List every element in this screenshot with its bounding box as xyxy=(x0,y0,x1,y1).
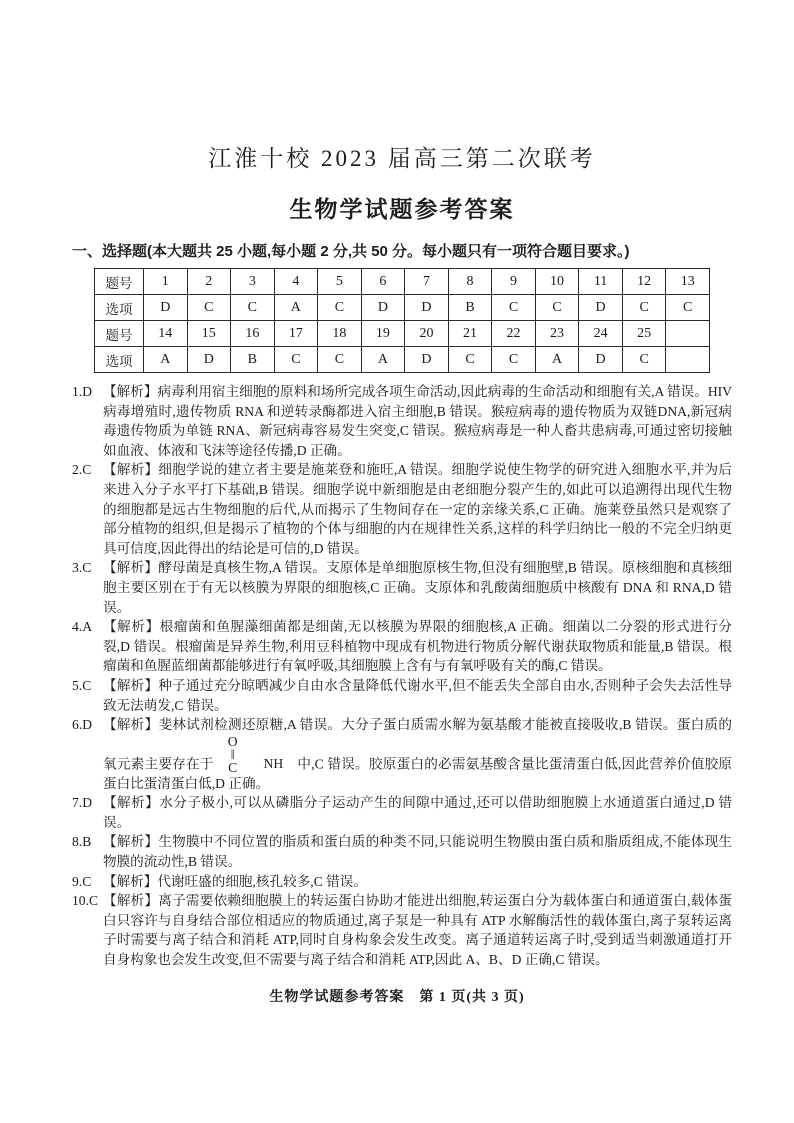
explanation-item xyxy=(72,832,732,871)
answer-cell: A xyxy=(535,347,579,373)
answer-cell: D xyxy=(579,295,623,321)
answer-cell: C xyxy=(318,295,362,321)
row-label-cell: 题号 xyxy=(95,269,144,295)
answer-cell: C xyxy=(535,295,579,321)
question-number-answer: 4.A xyxy=(72,619,93,635)
answer-cell: 21 xyxy=(448,321,492,347)
answer-sheet-subtitle: 生物学试题参考答案 xyxy=(289,196,515,222)
answer-cell: 15 xyxy=(187,321,231,347)
explanation-text: 【解析】酵母菌是真核生物,A 错误。支原体是单细胞原核生物,但没有细胞壁,B 错误。原核细胞和真核细胞主要区别在于有无以核膜为界限的细胞核,C 正确。支原体和乳酸菌细胞质中核酸有 DNA 和 RNA,D 错误。 xyxy=(103,560,732,615)
peptide-bond-formula xyxy=(228,735,283,774)
answer-cell: 8 xyxy=(448,269,492,295)
answer-table-body xyxy=(95,269,710,373)
question-number-answer: 8.B xyxy=(72,834,92,850)
explanation-item xyxy=(72,460,732,558)
explanation-text: 【解析】生物膜中不同位置的脂质和蛋白质的种类不同,只能说明生物膜由蛋白质和脂质组成,不能体现生物膜的流动性,B 错误。 xyxy=(103,834,732,870)
answer-table xyxy=(94,268,710,373)
answer-cell: 14 xyxy=(144,321,188,347)
answer-cell xyxy=(666,347,710,373)
page-content xyxy=(72,140,732,970)
answer-cell: 18 xyxy=(318,321,362,347)
answer-cell: 10 xyxy=(535,269,579,295)
explanation-text: 【解析】种子通过充分晾晒减少自由水含量降低代谢水平,但不能丢失全部自由水,否则种子会失去活性导致无法萌发,C 错误。 xyxy=(103,677,732,713)
answer-cell: 2 xyxy=(187,269,231,295)
explanation-text: 【解析】斐林试剂检测还原糖,A 错误。大分子蛋白质需水解为氨基酸才能被直接吸收,B 错误。蛋白质的氧元素主要存在于 O ‖ C NH 中,C 错误。胶原蛋白的必需氨基酸含量比蛋清蛋白低,因此营养价值胶原蛋白比蛋清蛋白低,D 正确。 xyxy=(103,717,733,791)
explanation-item xyxy=(72,676,732,715)
question-number-answer: 6.D xyxy=(72,717,93,733)
answer-cell: A xyxy=(361,347,405,373)
answer-cell: 7 xyxy=(405,269,449,295)
multiple-choice-section-heading: 一、选择题(本大题共 25 小题,每小题 2 分,共 50 分。每小题只有一项符合题目要求。) xyxy=(72,243,630,260)
explanation-text: 【解析】代谢旺盛的细胞,核孔较多,C 错误。 xyxy=(103,873,367,889)
question-number-answer: 3.C xyxy=(72,560,92,576)
question-number-answer: 7.D xyxy=(72,795,93,811)
explanation-text: 【解析】病毒利用宿主细胞的原料和场所完成各项生命活动,因此病毒的生命活动和细胞有关,A 错误。HIV 病毒增殖时,遗传物质 RNA 和逆转录酶都进入宿主细胞,B 错误。猴痘病毒的遗传物质为双链DNA,新冠病毒遗传物质为单链 RNA、新冠病毒容易发生突变,C 错误。猴痘病毒是一种人畜共患病毒,可通过密切接触如血液、体液和飞沫等途径传播,D 正确。 xyxy=(103,384,732,458)
answer-cell: 22 xyxy=(492,321,536,347)
answer-cell: 25 xyxy=(622,321,666,347)
answer-cell: 24 xyxy=(579,321,623,347)
answer-table-row xyxy=(95,295,710,321)
row-label-cell: 题号 xyxy=(95,321,144,347)
carbonyl-group: O ‖ C xyxy=(227,733,238,775)
answer-cell: 20 xyxy=(405,321,449,347)
explanation-item xyxy=(72,891,732,969)
question-number-answer: 9.C xyxy=(72,873,92,889)
explanation-item xyxy=(72,793,732,832)
answer-cell: C xyxy=(666,295,710,321)
answer-cell: A xyxy=(274,295,318,321)
answer-cell: D xyxy=(361,295,405,321)
row-label-cell: 选项 xyxy=(95,295,144,321)
answer-cell: D xyxy=(144,295,188,321)
question-number-answer: 5.C xyxy=(72,677,92,693)
answer-cell: B xyxy=(231,347,275,373)
answer-cell: 9 xyxy=(492,269,536,295)
answer-cell: 5 xyxy=(318,269,362,295)
answer-cell: A xyxy=(144,347,188,373)
answer-cell: C xyxy=(622,347,666,373)
answer-cell xyxy=(666,321,710,347)
explanation-text: 【解析】根瘤菌和鱼腥藻细菌都是细菌,无以核膜为界限的细胞核,A 正确。细菌以二分裂的形式进行分裂,D 错误。根瘤菌是异养生物,利用豆科植物中现成有机物进行物质分解代谢获取物质和能量,B 错误。根瘤菌和鱼腥蓝细菌都能够进行有氧呼吸,其细胞膜上含有与有氧呼吸有关的酶,C 错误。 xyxy=(103,619,732,674)
answer-cell: 4 xyxy=(274,269,318,295)
answer-cell: 23 xyxy=(535,321,579,347)
answer-cell: C xyxy=(318,347,362,373)
answer-table-row xyxy=(95,321,710,347)
exam-title: 江淮十校 2023 届高三第二次联考 xyxy=(208,146,596,171)
explanation-item xyxy=(72,382,732,460)
answer-cell: D xyxy=(579,347,623,373)
answer-cell: 3 xyxy=(231,269,275,295)
row-label-cell: 选项 xyxy=(95,347,144,373)
page-footer: 生物学试题参考答案 第 1 页(共 3 页) xyxy=(269,990,525,1005)
answer-cell: 6 xyxy=(361,269,405,295)
answer-cell: 17 xyxy=(274,321,318,347)
answer-table-row xyxy=(95,269,710,295)
explanation-text: 【解析】离子需要依赖细胞膜上的转运蛋白协助才能进出细胞,转运蛋白分为载体蛋白和通道蛋白,载体蛋白只容许与自身结合部位相适应的物质通过,离子泵是一种具有 ATP 水解酶活性的载体蛋白,离子泵转运离子时需要与离子结合和消耗 ATP,同时自身构象会发生改变。离子通道转运离子时,受到适当刺激通道打开自身构象也会发生改变,但不需要与离子结合和消耗 ATP,因此 A、B、D 正确,C 错误。 xyxy=(103,893,732,968)
answer-cell: 1 xyxy=(144,269,188,295)
explanation-item xyxy=(72,715,732,793)
answer-cell: D xyxy=(405,295,449,321)
explanation-list xyxy=(72,382,732,970)
answer-cell: 11 xyxy=(579,269,623,295)
answer-cell: C xyxy=(448,347,492,373)
answer-cell: 16 xyxy=(231,321,275,347)
answer-cell: 19 xyxy=(361,321,405,347)
answer-cell: D xyxy=(405,347,449,373)
explanation-text: 【解析】水分子极小,可以从磷脂分子运动产生的间隙中通过,还可以借助细胞膜上水通道蛋白通过,D 错误。 xyxy=(103,795,732,830)
explanation-text: 【解析】细胞学说的建立者主要是施莱登和施旺,A 错误。细胞学说使生物学的研究进入细胞水平,并为后来进入分子水平打下基础,B 错误。细胞学说中新细胞是由老细胞分裂产生的,如此可以追溯得出现代生物的细胞都是远古生物细胞的后代,从而揭示了生物间存在一定的亲缘关系,C 正确。施莱登虽然只是观察了部分植物的组织,但是揭示了植物的个体与细胞的内在规律性关系,这样的科学归纳比一般的不完全归纳更具可信度,因此得出的结论是可信的,D 错误。 xyxy=(103,462,732,556)
explanation-item xyxy=(72,617,732,676)
answer-cell: D xyxy=(187,347,231,373)
amide-group: NH xyxy=(263,756,284,772)
explanation-item xyxy=(72,558,732,617)
question-number-answer: 10.C xyxy=(72,893,99,909)
answer-cell: B xyxy=(448,295,492,321)
answer-cell: C xyxy=(274,347,318,373)
question-number-answer: 1.D xyxy=(72,384,93,399)
explanation-item xyxy=(72,872,732,892)
question-number-answer: 2.C xyxy=(72,462,92,478)
answer-cell: 12 xyxy=(622,269,666,295)
answer-cell: C xyxy=(231,295,275,321)
answer-cell: C xyxy=(492,347,536,373)
answer-cell: C xyxy=(622,295,666,321)
answer-cell: C xyxy=(187,295,231,321)
answer-cell: C xyxy=(492,295,536,321)
answer-table-row xyxy=(95,347,710,373)
answer-cell: 13 xyxy=(666,269,710,295)
